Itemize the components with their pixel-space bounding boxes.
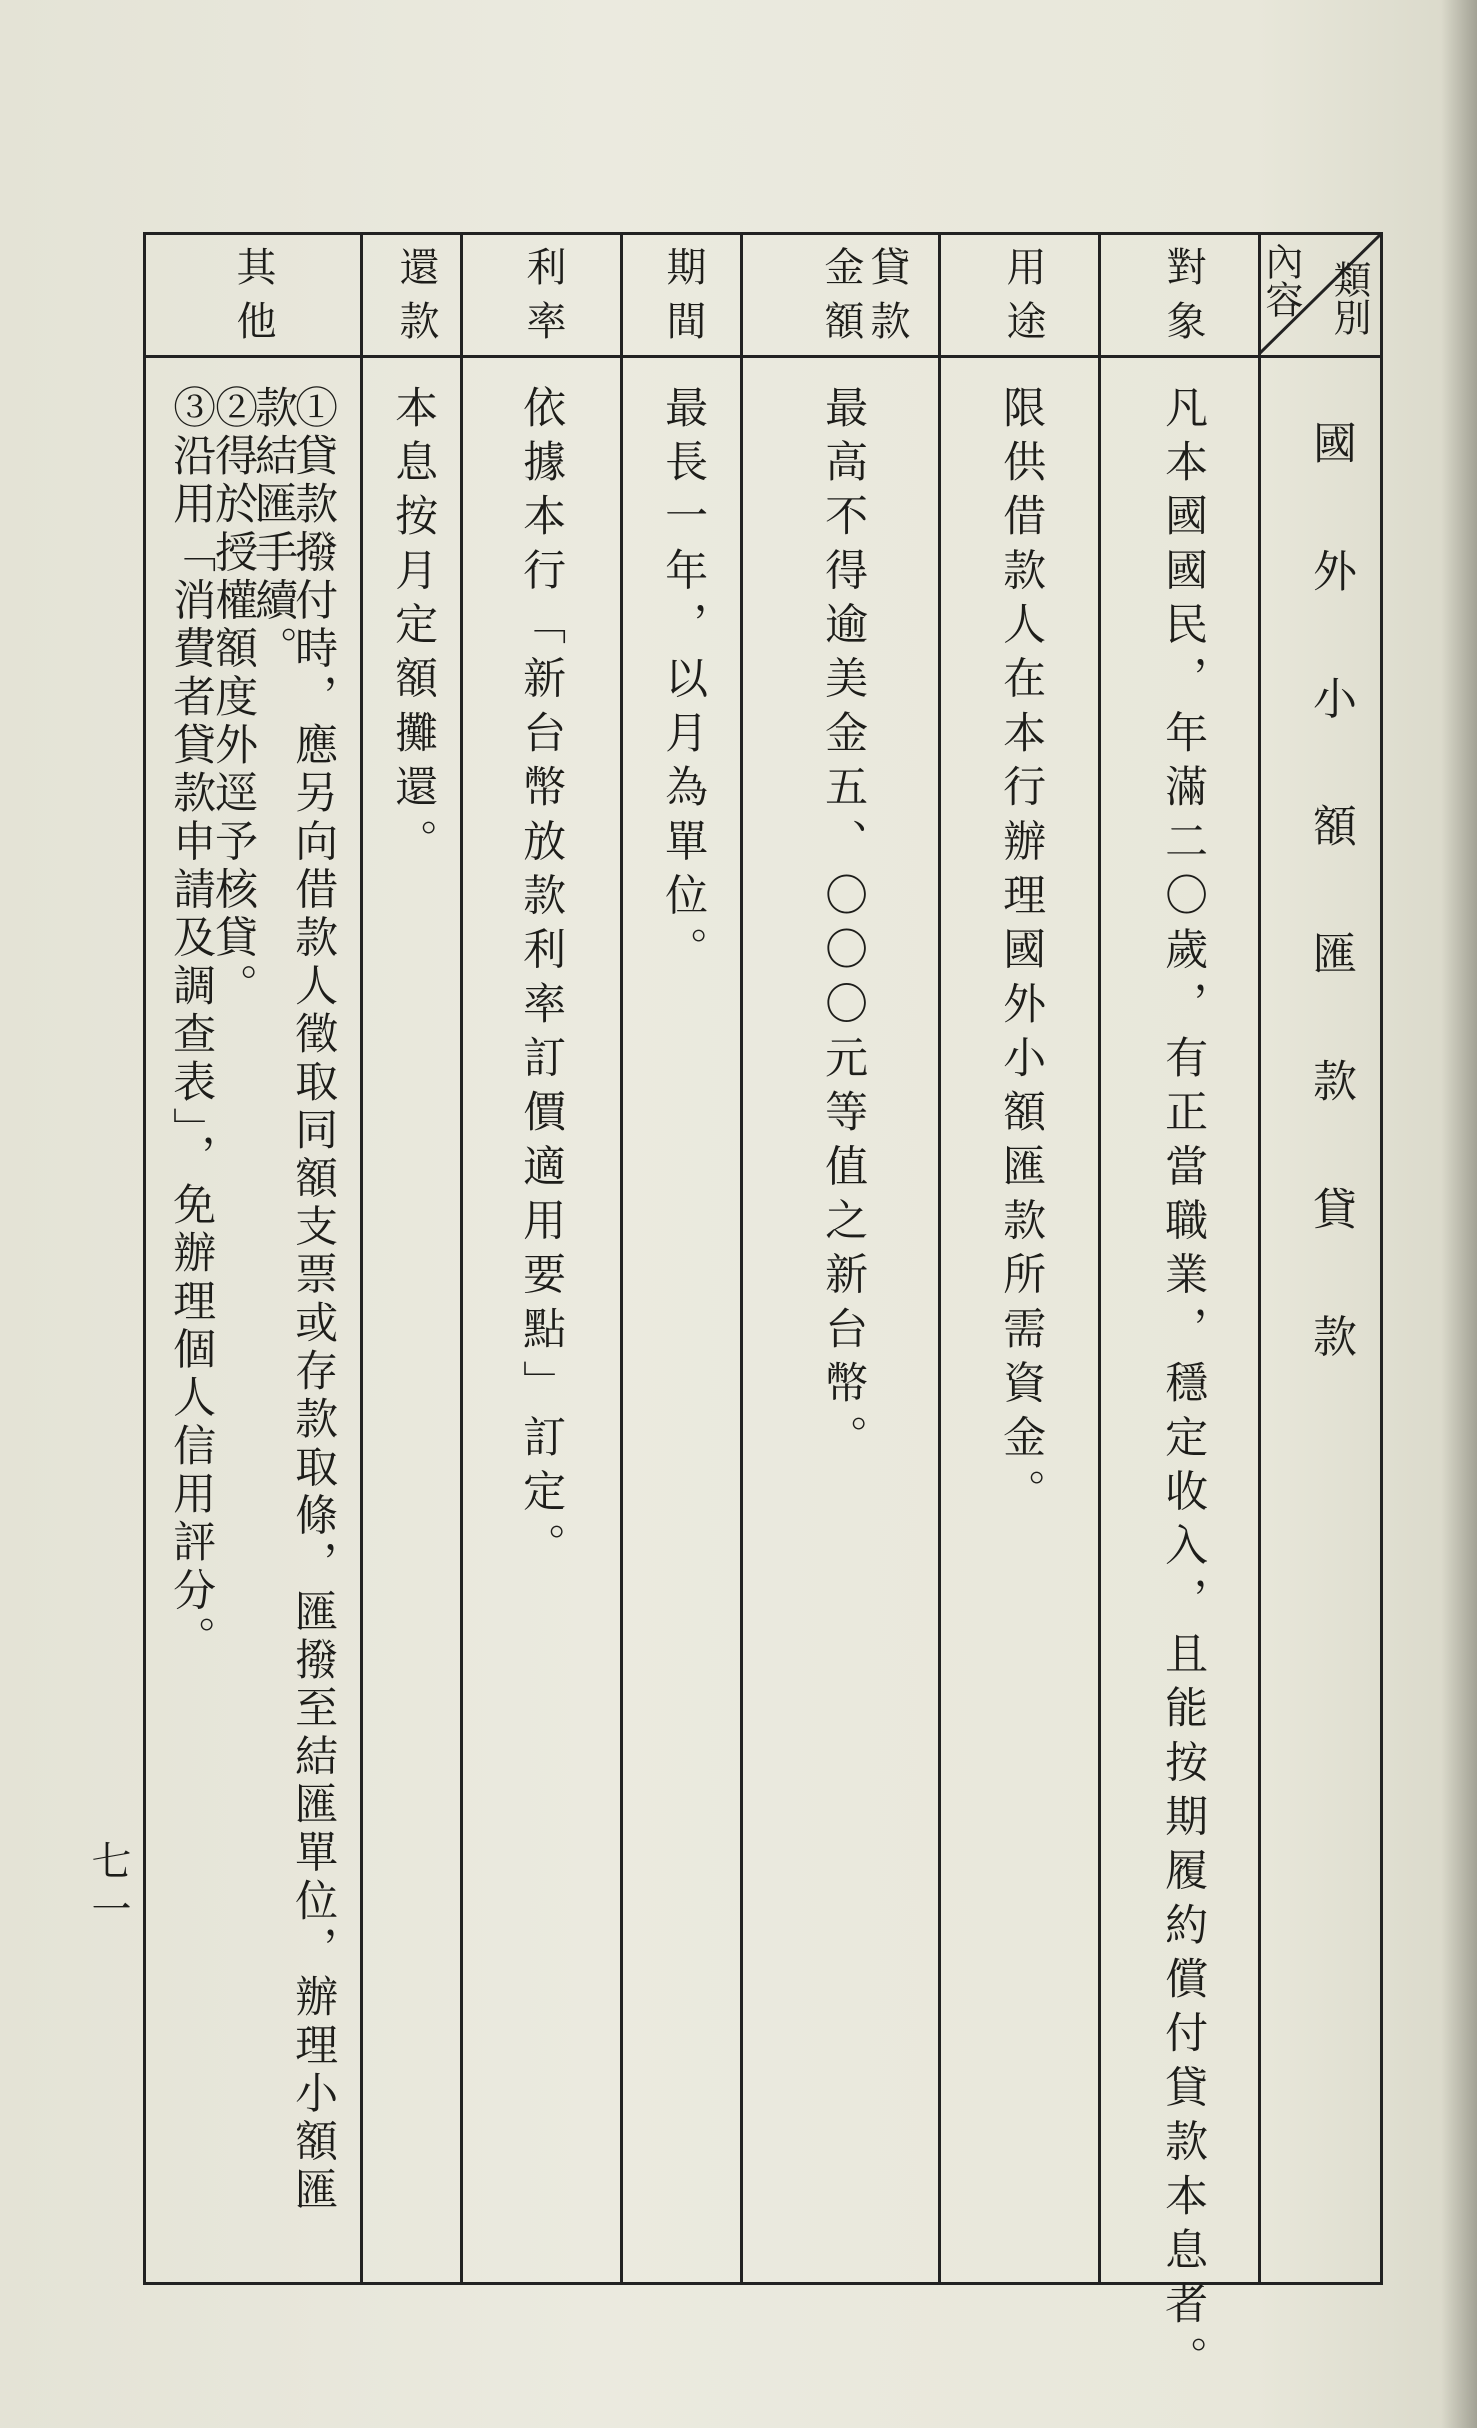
- row-label-term: 期間: [660, 246, 706, 354]
- cell-other-line: ③沿用「消費者貸款申請及調查表」，免辦理個人信用評分。: [166, 385, 217, 1664]
- corner-category-label: 類別: [1327, 260, 1371, 336]
- cell-target: 凡本國國民，年滿二〇歲，有正當職業，穩定收入，且能按期履約償付貸款本息者。: [1158, 385, 1209, 2390]
- book-spine-shadow: [1441, 0, 1477, 2428]
- row-label-amount: 貸款金額: [818, 246, 910, 354]
- column-divider: [1098, 232, 1101, 2285]
- column-divider: [740, 232, 743, 2285]
- header-divider: [143, 355, 1383, 358]
- row-label-repay: 還款: [393, 246, 439, 354]
- cell-repay: 本息按月定額攤還。: [388, 385, 439, 873]
- cell-purpose: 限供借款人在本行辦理國外小額匯款所需資金。: [996, 385, 1047, 1523]
- row-label-rate: 利率: [520, 246, 566, 354]
- corner-content-label: 內容: [1259, 242, 1303, 318]
- cell-other-line: ②得於授權額度外逕予核貸。: [208, 385, 259, 1012]
- column-divider: [1258, 232, 1261, 2285]
- column-divider: [460, 232, 463, 2285]
- document-title: 國外小額匯款貸款: [1305, 420, 1356, 1441]
- column-divider: [938, 232, 941, 2285]
- cell-rate: 依據本行「新台幣放款利率訂價適用要點」訂定。: [516, 385, 567, 1577]
- cell-other-line: ①貸款撥付時，應另向借款人徵取同額支票或存款取條，匯撥至結匯單位，辦理小額匯: [288, 385, 339, 2216]
- column-divider: [360, 232, 363, 2285]
- cell-amount: 最高不得逾美金五、〇〇〇元等值之新台幣。: [818, 385, 869, 1469]
- row-label-other: 其他: [230, 246, 276, 354]
- row-label-purpose: 用途: [1000, 246, 1046, 354]
- cell-term: 最長一年，以月為單位。: [658, 385, 709, 981]
- page-number: 七一: [85, 1840, 131, 1936]
- cell-other-line: 款結匯手續。: [248, 385, 299, 674]
- column-divider: [620, 232, 623, 2285]
- row-label-target: 對象: [1160, 246, 1206, 354]
